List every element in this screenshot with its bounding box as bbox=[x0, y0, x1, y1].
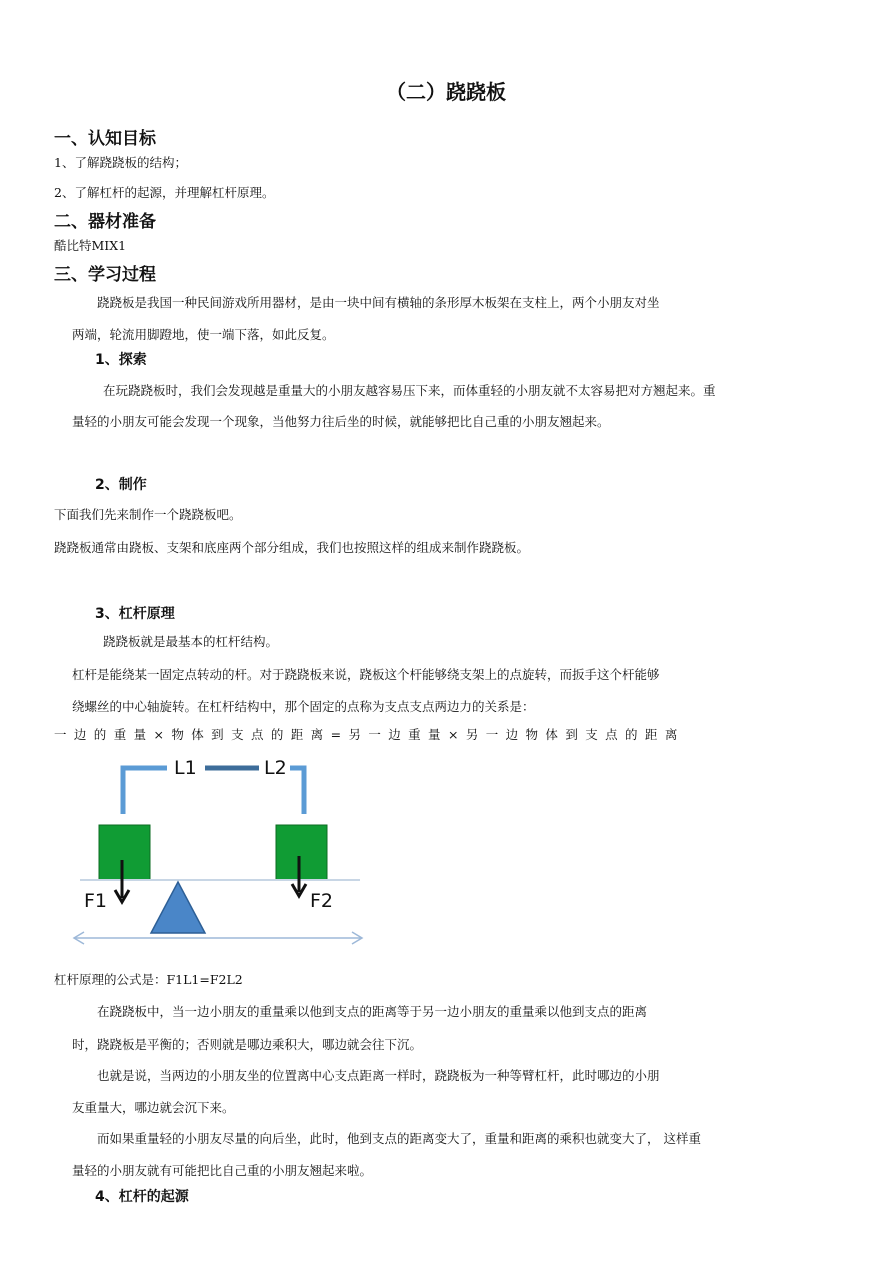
materials-text: 酷比特MIX1 bbox=[54, 238, 127, 253]
lever-para2-line-1: 也就是说，当两边的小朋友坐的位置离中心支点距离一样时，跷跷板为一种等臂杠杆，此时哪边的小朋 bbox=[97, 1068, 660, 1083]
fulcrum-triangle bbox=[151, 882, 205, 933]
intro-line-1: 跷跷板是我国一种民间游戏所用器材，是由一块中间有横轴的条形厚木板架在支柱上，两个小朋友对坐 bbox=[97, 295, 660, 310]
lever-line-3: 绕螺丝的中心轴旋转。在杠杆结构中，那个固定的点称为支点支点两边力的关系是： bbox=[72, 699, 535, 714]
intro-line-2: 两端，轮流用脚蹬地，使一端下落，如此反复。 bbox=[72, 327, 335, 342]
goal-item-1: 1、了解跷跷板的结构； bbox=[54, 155, 187, 170]
explore-heading: 1、探索 bbox=[95, 352, 147, 368]
goal-item-2: 2、了解杠杆的起源，并理解杠杆原理。 bbox=[54, 185, 275, 200]
lever-para2-line-2: 友重量大，哪边就会沉下来。 bbox=[72, 1100, 235, 1115]
page-title: （二）跷跷板 bbox=[386, 80, 506, 104]
explore-line-2: 量轻的小朋友可能会发现一个现象，当他努力往后坐的时候，就能够把比自己重的小朋友翘起来。 bbox=[72, 414, 610, 429]
label-f1: F1 bbox=[84, 890, 108, 912]
section-heading-process: 三、学习过程 bbox=[54, 265, 156, 285]
lever-line-1: 跷跷板就是最基本的杠杆结构。 bbox=[103, 634, 279, 649]
lever-heading: 3、杠杆原理 bbox=[95, 606, 175, 622]
make-line-2: 跷跷板通常由跷板、支架和底座两个部分组成，我们也按照这样的组成来制作跷跷板。 bbox=[54, 540, 530, 555]
l2-bracket bbox=[290, 768, 304, 814]
lever-equation: 一边的重量×物体到支点的距离=另一边重量×另一边物体到支点的距离 bbox=[54, 727, 685, 742]
right-weight-block bbox=[276, 825, 327, 880]
label-l1: L1 bbox=[174, 757, 197, 779]
label-f2: F2 bbox=[310, 890, 334, 912]
explore-line-1: 在玩跷跷板时，我们会发现越是重量大的小朋友越容易压下来，而体重轻的小朋友就不太容易把对方翘起来。重 bbox=[103, 383, 716, 398]
label-l2: L2 bbox=[264, 757, 287, 779]
lever-para3-line-1: 而如果重量轻的小朋友尽量的向后坐，此时，他到支点的距离变大了，重量和距离的乘积也就变大了， 这样重 bbox=[97, 1131, 701, 1146]
make-heading: 2、制作 bbox=[95, 477, 147, 493]
l1-bracket bbox=[123, 768, 167, 814]
lever-para1-line-2: 时，跷跷板是平衡的；否则就是哪边乘积大，哪边就会往下沉。 bbox=[72, 1037, 423, 1052]
section-heading-goals: 一、认知目标 bbox=[54, 129, 156, 149]
origin-heading: 4、杠杆的起源 bbox=[95, 1189, 189, 1205]
lever-para1-line-1: 在跷跷板中，当一边小朋友的重量乘以他到支点的距离等于另一边小朋友的重量乘以他到支点的距离 bbox=[97, 1004, 648, 1019]
left-weight-block bbox=[99, 825, 150, 880]
lever-formula: 杠杆原理的公式是：F1L1=F2L2 bbox=[54, 972, 243, 987]
section-heading-materials: 二、器材准备 bbox=[54, 212, 156, 232]
lever-diagram bbox=[60, 752, 380, 952]
lever-para3-line-2: 量轻的小朋友就有可能把比自己重的小朋友翘起来啦。 bbox=[72, 1163, 373, 1178]
lever-line-2: 杠杆是能绕某一固定点转动的杆。对于跷跷板来说，跷板这个杆能够绕支架上的点旋转，而扳手这个杆能够 bbox=[72, 667, 660, 682]
make-line-1: 下面我们先来制作一个跷跷板吧。 bbox=[54, 507, 242, 522]
